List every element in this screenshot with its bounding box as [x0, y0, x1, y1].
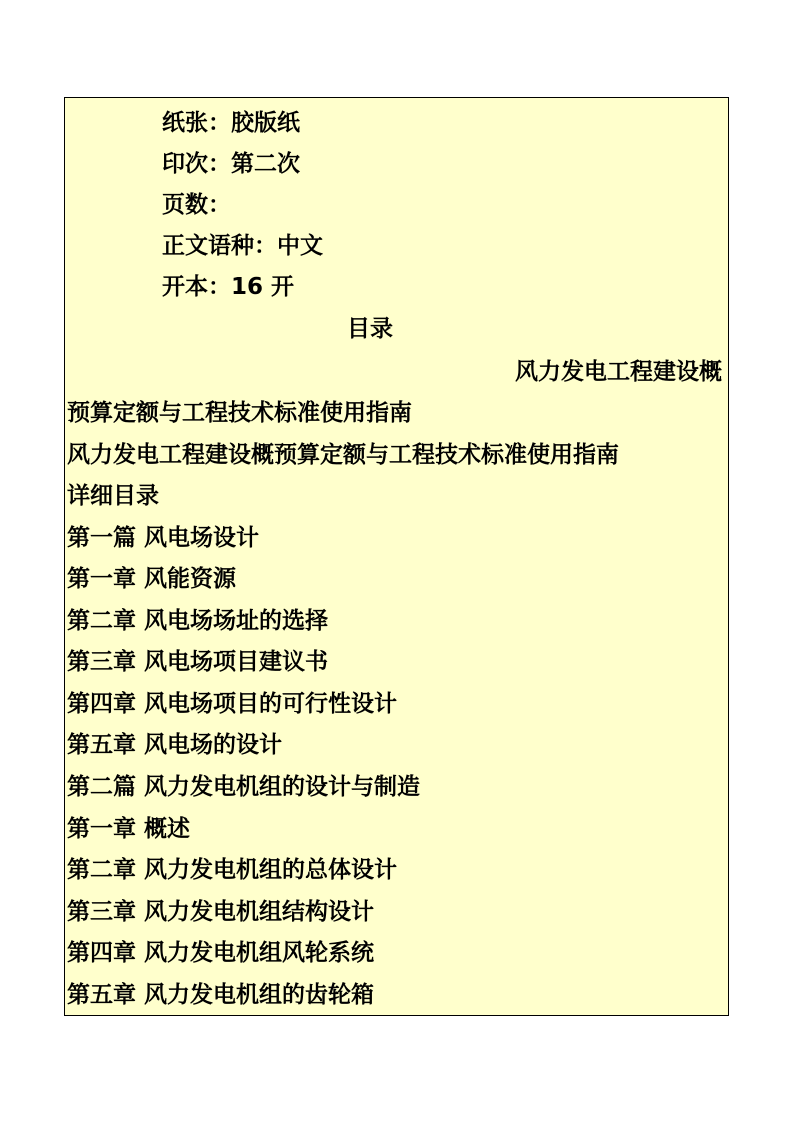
paper-type: 纸张：胶版纸 [162, 110, 300, 136]
book-title-line-2: 预算定额与工程技术标准使用指南 [67, 400, 412, 426]
toc-item: 第一章 风能资源 [67, 566, 237, 592]
toc-item: 第二章 风力发电机组的总体设计 [67, 857, 398, 883]
book-full-title: 风力发电工程建设概预算定额与工程技术标准使用指南 [67, 442, 619, 468]
toc-heading: 目录 [347, 316, 393, 342]
toc-item: 第五章 风力发电机组的齿轮箱 [67, 982, 375, 1008]
page-count: 页数： [162, 192, 231, 218]
toc-item: 第一篇 风电场设计 [67, 525, 260, 551]
toc-item: 第四章 风力发电机组风轮系统 [67, 940, 375, 966]
document-sheet [64, 97, 729, 1016]
toc-item: 第一章 概述 [67, 816, 191, 842]
printing-count: 印次：第二次 [162, 151, 300, 177]
book-title-line-1: 风力发电工程建设概 [515, 359, 722, 385]
toc-item: 第二章 风电场场址的选择 [67, 608, 329, 634]
text-language: 正文语种：中文 [162, 233, 323, 259]
toc-item: 第四章 风电场项目的可行性设计 [67, 691, 398, 717]
toc-item: 第三章 风力发电机组结构设计 [67, 899, 375, 925]
toc-item: 第三章 风电场项目建议书 [67, 649, 329, 675]
detailed-toc-heading: 详细目录 [67, 483, 159, 509]
toc-item: 第五章 风电场的设计 [67, 732, 283, 758]
book-format: 开本：16 开 [162, 274, 295, 300]
toc-item: 第二篇 风力发电机组的设计与制造 [67, 774, 421, 800]
